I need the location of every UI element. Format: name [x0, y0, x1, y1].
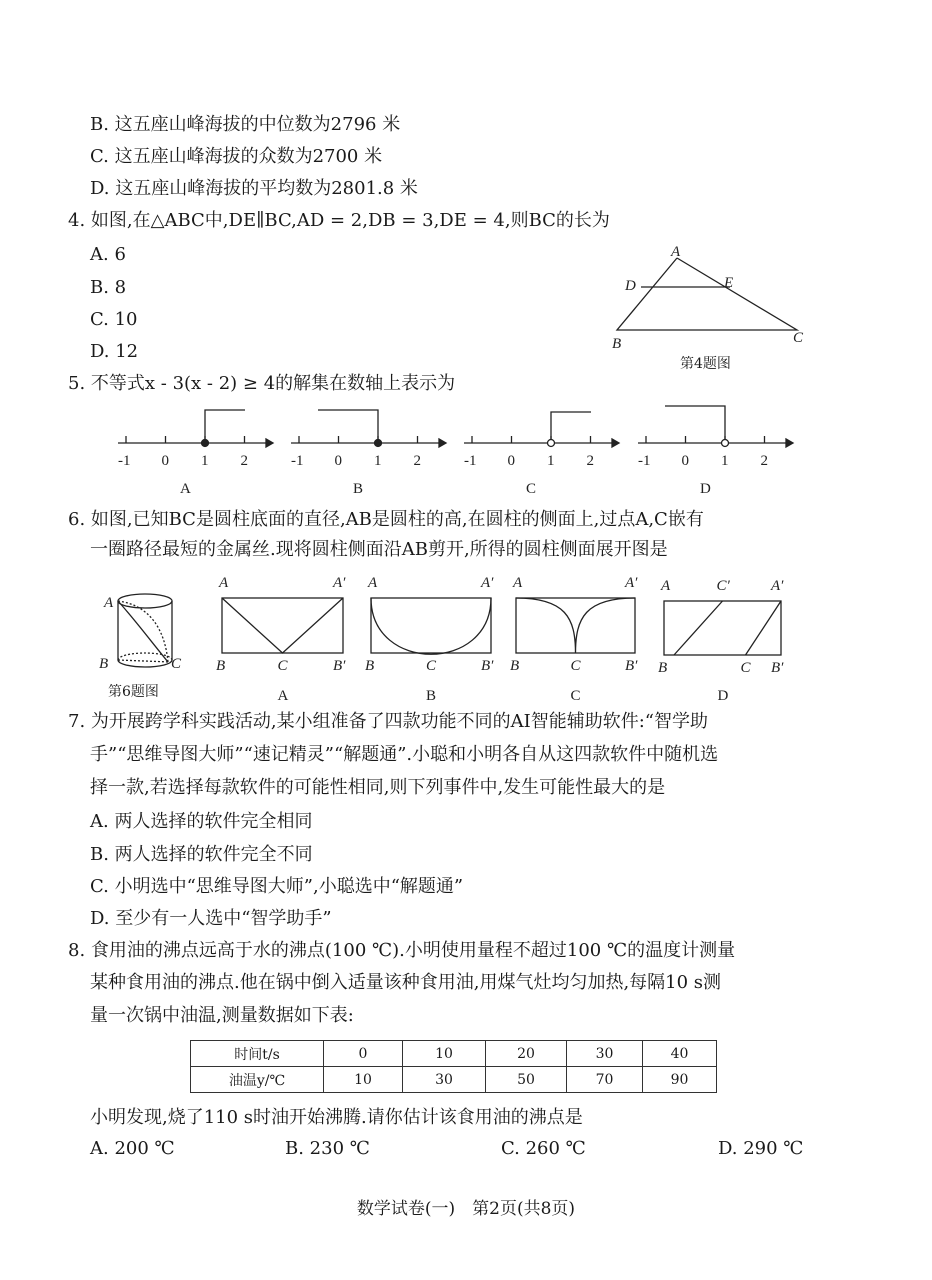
- net-option-a: [216, 575, 346, 704]
- arrow-icon: [266, 439, 273, 447]
- q6-figure-caption: 第6题图: [108, 684, 159, 700]
- q5-stem: 5. 不等式x - 3(x - 2) ≥ 4的解集在数轴上表示为: [68, 373, 456, 394]
- q4-stem: 4. 如图,在△ABC中,DE∥BC,AD = 2,DB = 3,DE = 4,则BC的长为: [68, 210, 610, 231]
- tick-label: 2: [413, 453, 421, 469]
- tick-label: -1: [464, 453, 477, 469]
- label-c: C: [277, 658, 288, 674]
- table-cell: 40: [643, 1041, 717, 1067]
- option-label: A: [180, 481, 191, 497]
- q4-option-d: D. 12: [90, 341, 139, 362]
- net-rectangle: [371, 598, 491, 653]
- tick-label: 1: [201, 453, 209, 469]
- q4-figure-caption: 第4题图: [680, 356, 731, 372]
- net-option-b: [365, 575, 494, 704]
- q8-line-2: 某种食用油的沸点.他在锅中倒入适量该种食用油,用煤气灶均匀加热,每隔10 s测: [90, 972, 722, 993]
- q3-option-d: D. 这五座山峰海拔的平均数为2801.8 米: [90, 178, 418, 199]
- q8-after-table: 小明发现,烧了110 s时油开始沸腾.请你估计该食用油的沸点是: [90, 1107, 583, 1128]
- tick-label: -1: [291, 453, 304, 469]
- q7-line-3: 择一款,若选择每款软件的可能性相同,则下列事件中,发生可能性最大的是: [90, 777, 666, 798]
- net-rectangle: [222, 598, 343, 653]
- label-c: C: [570, 658, 581, 674]
- table-cell: 50: [486, 1067, 567, 1093]
- tick-label: -1: [118, 453, 131, 469]
- number-line-option-d: [638, 406, 793, 497]
- label-b: B: [510, 658, 520, 674]
- net-option-d: [658, 578, 784, 704]
- q7-line-2: 手”“思维导图大师”“速记精灵”“解题通”.小聪和小明各自从这四款软件中随机选: [90, 744, 719, 765]
- option-label: D: [717, 688, 729, 704]
- label-c: C: [793, 330, 804, 346]
- label-a-prime: A′: [771, 578, 784, 594]
- q8-option-a: A. 200 ℃: [90, 1138, 175, 1159]
- label-a: A: [368, 575, 378, 591]
- label-a: A: [219, 575, 229, 591]
- open-point: [548, 440, 555, 447]
- path-line: [746, 601, 782, 655]
- label-a: A: [513, 575, 523, 591]
- table-cell: 0: [324, 1041, 403, 1067]
- tick-label: 2: [240, 453, 248, 469]
- q7-line-1: 7. 为开展跨学科实践活动,某小组准备了四款功能不同的AI智能辅助软件:“智学助: [68, 711, 708, 732]
- label-a-prime: A′: [481, 575, 494, 591]
- q4-option-a: A. 6: [90, 244, 126, 265]
- label-c: C: [740, 660, 751, 676]
- q8-option-c: C. 260 ℃: [501, 1138, 586, 1159]
- label-b: B: [99, 656, 109, 672]
- net-option-c: [510, 575, 638, 704]
- arrow-icon: [786, 439, 793, 447]
- option-label: B: [353, 481, 364, 497]
- path-curve: [371, 598, 491, 654]
- q3-option-c: C. 这五座山峰海拔的众数为2700 米: [90, 146, 383, 167]
- table-cell: 10: [403, 1041, 486, 1067]
- q7-option-c: C. 小明选中“思维导图大师”,小聪选中“解题通”: [90, 876, 464, 897]
- solution-bracket: [551, 412, 591, 443]
- table-cell: 时间t/s: [191, 1041, 324, 1067]
- q4-triangle-figure: [612, 244, 804, 352]
- table-cell: 油温y/℃: [191, 1067, 324, 1093]
- tick-label: 0: [507, 453, 515, 469]
- q8-option-d: D. 290 ℃: [718, 1138, 804, 1159]
- option-label: C: [526, 481, 537, 497]
- q4-option-b: B. 8: [90, 277, 127, 298]
- label-b-prime: B′: [625, 658, 638, 674]
- q6-cylinder-figure: [99, 594, 182, 672]
- q3-option-b: B. 这五座山峰海拔的中位数为2796 米: [90, 114, 401, 135]
- label-b: B: [612, 336, 622, 352]
- label-a: A: [104, 595, 114, 611]
- tick-label: -1: [638, 453, 651, 469]
- tick-label: 1: [547, 453, 555, 469]
- tick-label: 1: [721, 453, 729, 469]
- solution-bracket: [318, 410, 378, 443]
- label-b: B: [365, 658, 375, 674]
- path-curve: [516, 598, 635, 653]
- page-footer: 数学试卷(一) 第2页(共8页): [356, 1199, 576, 1219]
- label-d: D: [625, 278, 636, 294]
- label-a-prime: A′: [625, 575, 638, 591]
- path-line: [674, 601, 723, 655]
- tick-label: 0: [681, 453, 689, 469]
- q7-option-b: B. 两人选择的软件完全不同: [90, 844, 313, 865]
- q8-line-1: 8. 食用油的沸点远高于水的沸点(100 ℃).小明使用量程不超过100 ℃的温度计测量: [68, 940, 736, 961]
- label-e: E: [724, 275, 734, 291]
- q4-option-c: C. 10: [90, 309, 138, 330]
- label-a: A: [671, 244, 681, 260]
- q8-line-3: 量一次锅中油温,测量数据如下表:: [90, 1005, 354, 1026]
- solution-bracket: [205, 410, 245, 443]
- label-b: B: [216, 658, 226, 674]
- number-line-option-c: [464, 412, 619, 497]
- label-b: B: [658, 660, 668, 676]
- label-c: C: [426, 658, 437, 674]
- table-cell: 10: [324, 1067, 403, 1093]
- table-cell: 30: [403, 1067, 486, 1093]
- tick-label: 0: [334, 453, 342, 469]
- label-a: A: [661, 578, 671, 594]
- number-line-option-a: [118, 410, 273, 497]
- tick-label: 1: [374, 453, 382, 469]
- label-b-prime: B′: [771, 660, 784, 676]
- table-cell: 30: [567, 1041, 643, 1067]
- table-cell: 70: [567, 1067, 643, 1093]
- table-cell: 20: [486, 1041, 567, 1067]
- tick-label: 2: [760, 453, 768, 469]
- label-b-prime: B′: [481, 658, 494, 674]
- label-a-prime: A′: [333, 575, 346, 591]
- tick-label: 2: [586, 453, 594, 469]
- q7-option-d: D. 至少有一人选中“智学助手”: [90, 908, 332, 929]
- option-label: A: [277, 688, 289, 704]
- label-b-prime: B′: [333, 658, 346, 674]
- q7-option-a: A. 两人选择的软件完全相同: [90, 811, 313, 832]
- option-label: D: [700, 481, 711, 497]
- q8-option-b: B. 230 ℃: [285, 1138, 370, 1159]
- label-c-prime: C′: [716, 578, 730, 594]
- closed-point: [375, 440, 382, 447]
- table-cell: 90: [643, 1067, 717, 1093]
- closed-point: [202, 440, 209, 447]
- solution-bracket: [665, 406, 725, 443]
- open-point: [722, 440, 729, 447]
- arrow-icon: [439, 439, 446, 447]
- path-line: [222, 598, 343, 653]
- arrow-icon: [612, 439, 619, 447]
- number-line-option-b: [291, 410, 446, 497]
- option-label: B: [426, 688, 437, 704]
- q6-line-2: 一圈路径最短的金属丝.现将圆柱侧面沿AB剪开,所得的圆柱侧面展开图是: [90, 539, 668, 560]
- label-c: C: [171, 656, 182, 672]
- q6-line-1: 6. 如图,已知BC是圆柱底面的直径,AB是圆柱的高,在圆柱的侧面上,过点A,C嵌有: [68, 509, 704, 530]
- tick-label: 0: [161, 453, 169, 469]
- option-label: C: [570, 688, 581, 704]
